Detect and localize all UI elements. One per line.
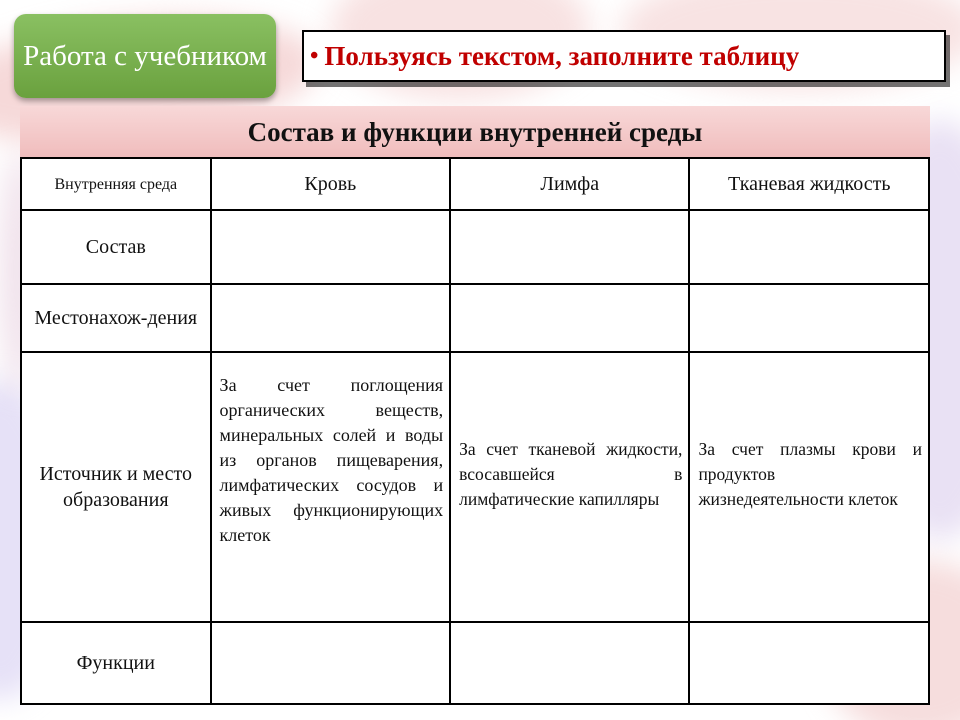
cell-composition-blood[interactable]: [211, 210, 451, 284]
table-row-location: [21, 284, 929, 352]
cell-composition-lymph[interactable]: [450, 210, 689, 284]
badge-label: Работа с учебником: [23, 39, 267, 72]
header-blood-cell: Кровь: [211, 158, 451, 210]
task-instruction: [302, 30, 946, 82]
row-label-functions: Функции: [21, 622, 211, 704]
table-title-text: Состав и функции внутренней среды: [247, 116, 703, 147]
cell-location-lymph[interactable]: [450, 284, 689, 352]
cell-composition-tissue-fluid[interactable]: [689, 210, 929, 284]
cell-location-blood[interactable]: [211, 284, 451, 352]
header-tissue-fluid-cell: Тканевая жидкость: [689, 158, 929, 210]
task-text: Пользуясь текстом, заполните таблицу: [324, 40, 800, 71]
cell-functions-lymph[interactable]: [450, 622, 689, 704]
table-title: [20, 106, 930, 159]
table-header-row: [21, 158, 929, 210]
header-corner-cell: Внутренняя среда: [21, 158, 211, 210]
table-row-source: [21, 352, 929, 622]
cell-source-blood[interactable]: За счет поглощения органических веществ, минеральных солей и воды из органов пищеварения, лимфатических сосудов и живых функционирующих клеток: [211, 352, 451, 622]
table-row-composition: [21, 210, 929, 284]
header-lymph-cell: Лимфа: [450, 158, 689, 210]
row-label-location: Местонахож-дения: [21, 284, 211, 352]
cell-functions-tissue-fluid[interactable]: [689, 622, 929, 704]
cell-location-tissue-fluid[interactable]: [689, 284, 929, 352]
row-label-composition: Состав: [21, 210, 211, 284]
textbook-work-badge: [14, 14, 276, 98]
row-label-source: Источник и место образования: [21, 352, 211, 622]
cell-functions-blood[interactable]: [211, 622, 451, 704]
table-row-functions: [21, 622, 929, 704]
bullet-icon: •: [310, 42, 319, 69]
cell-source-tissue-fluid[interactable]: За счет плазмы крови и продуктов жизнедеятельности клеток: [689, 352, 929, 622]
internal-environment-table: [20, 157, 930, 705]
cell-source-lymph[interactable]: За счет тканевой жидкости, всосавшейся в лимфатические капилляры: [450, 352, 689, 622]
